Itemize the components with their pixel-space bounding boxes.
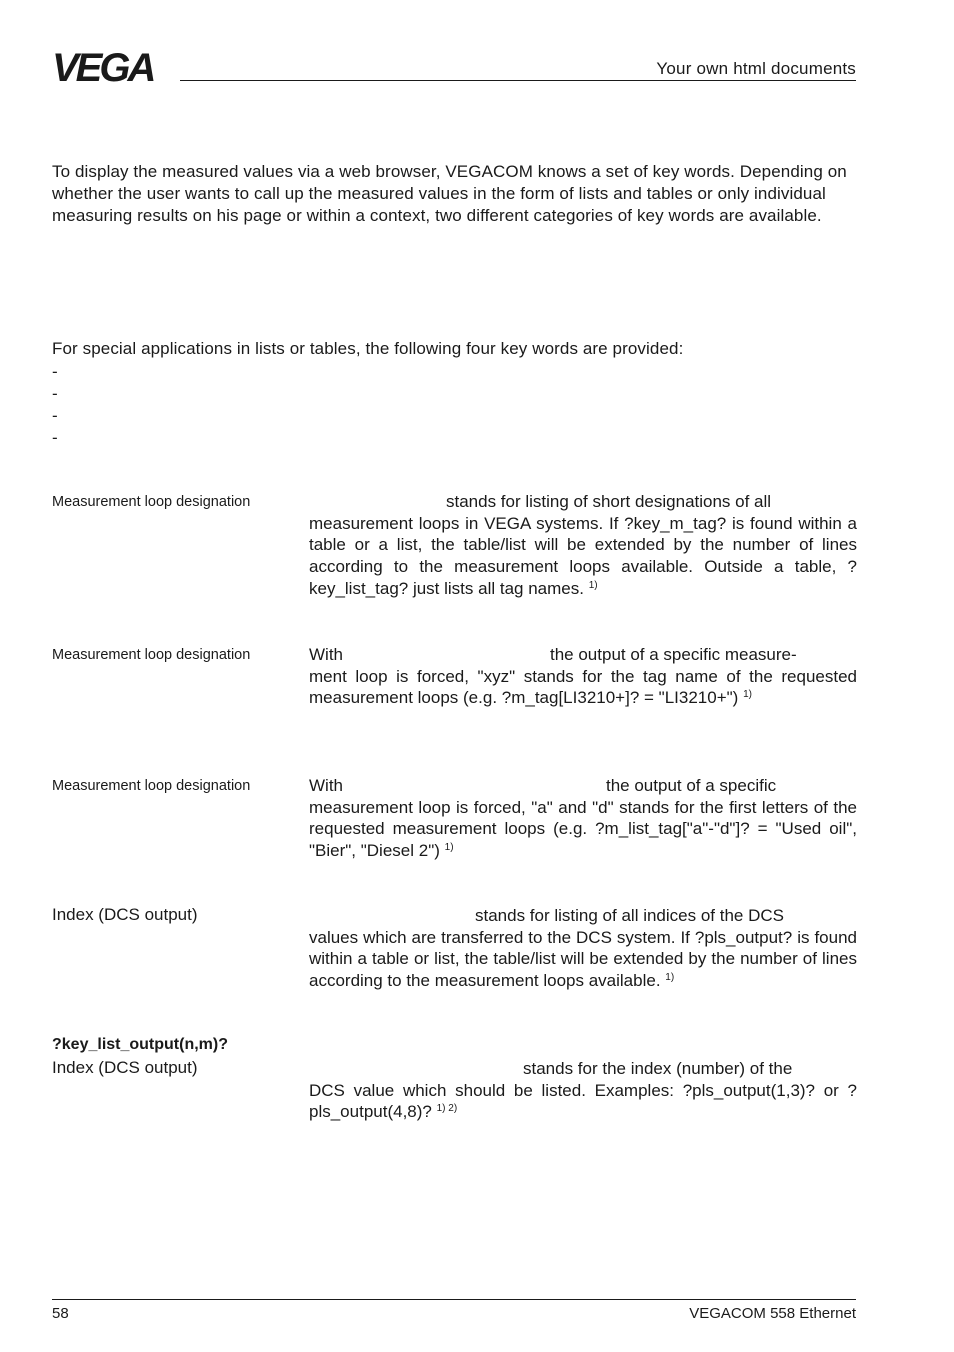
footnote-ref: 1)	[743, 689, 752, 701]
list-bullet: -	[52, 362, 58, 381]
entry-lead: With	[309, 776, 343, 795]
list-intro-paragraph: For special applications in lists or tables, the following four key words are provided:	[52, 339, 684, 358]
entry-first-line: stands for the index (number) of the	[523, 1059, 793, 1078]
list-bullet: -	[52, 384, 58, 403]
entry-body: values which are transferred to the DCS system. If ?pls_output? is found within a table or list, the table/list will be extended by the number of lines according to the measurement loops available.	[309, 927, 857, 991]
vega-logo	[52, 50, 172, 89]
entry-body: measurement loop is forced, "a" and "d" stands for the first letters of the requested measurement loops (e.g. ?m_list_tag["a"-"d"]? = "Used oil", "Bier", "Diesel 2")	[309, 797, 857, 861]
footer-divider	[52, 1299, 856, 1300]
entry-label: Measurement loop designation	[52, 647, 251, 663]
vega-logo-mark	[52, 50, 172, 84]
footnote-ref: 1)	[444, 842, 454, 854]
entry-lead: With	[309, 645, 343, 664]
entry-description	[309, 905, 857, 992]
footnote-ref: 1) 2)	[436, 1103, 458, 1115]
entry-first-line: the output of a specific	[606, 776, 777, 795]
list-bullet: -	[52, 406, 58, 425]
footnote-ref: 1)	[665, 972, 675, 984]
entry-description	[309, 491, 857, 600]
entry-label: Measurement loop designation	[52, 778, 251, 794]
entry-description	[309, 775, 857, 862]
page-number: 58	[52, 1305, 69, 1322]
entry-body: measurement loops in VEGA systems. If ?key_m_tag? is found within a table or a list, the table/list will be extended by the number of lines according to the measurement loops available. Outside a table, ?key_list_tag? just lists all tag names.	[309, 513, 857, 598]
entry-first-line: stands for listing of short designations of all	[446, 492, 772, 511]
entry-body: ment loop is forced, "xyz" stands for the tag name of the requested measurement loops (e.g. ?m_tag[LI3210+]? = "LI3210+")	[309, 666, 857, 708]
list-bullet: -	[52, 428, 58, 447]
entry-description	[309, 1058, 857, 1123]
entry-label: Index (DCS output)	[52, 905, 198, 924]
entry-first-line: stands for listing of all indices of the DCS	[475, 906, 784, 925]
keyword-heading: ?key_list_output(n,m)?	[52, 1036, 229, 1053]
footnote-ref: 1)	[588, 579, 598, 591]
entry-body: DCS value which should be listed. Examples: ?pls_output(1,3)? or ?pls_output(4,8)?	[309, 1080, 857, 1122]
entry-description	[309, 644, 857, 709]
page-section-title: Your own html documents	[656, 59, 856, 78]
entry-label: Index (DCS output)	[52, 1058, 198, 1077]
intro-paragraph: To display the measured values via a web browser, VEGACOM knows a set of key words. Depending on whether the user wants to call up the measured values in the form of lists and tables or only individual measuring results on his page or within a context, two different categories of key words are available.	[52, 162, 847, 225]
entry-first-line: the output of a specific measure-	[550, 645, 797, 664]
header-divider	[180, 80, 856, 81]
entry-label: Measurement loop designation	[52, 494, 251, 510]
product-name: VEGACOM 558 Ethernet	[689, 1305, 856, 1322]
svg-text:VEGA: VEGA	[52, 50, 154, 84]
